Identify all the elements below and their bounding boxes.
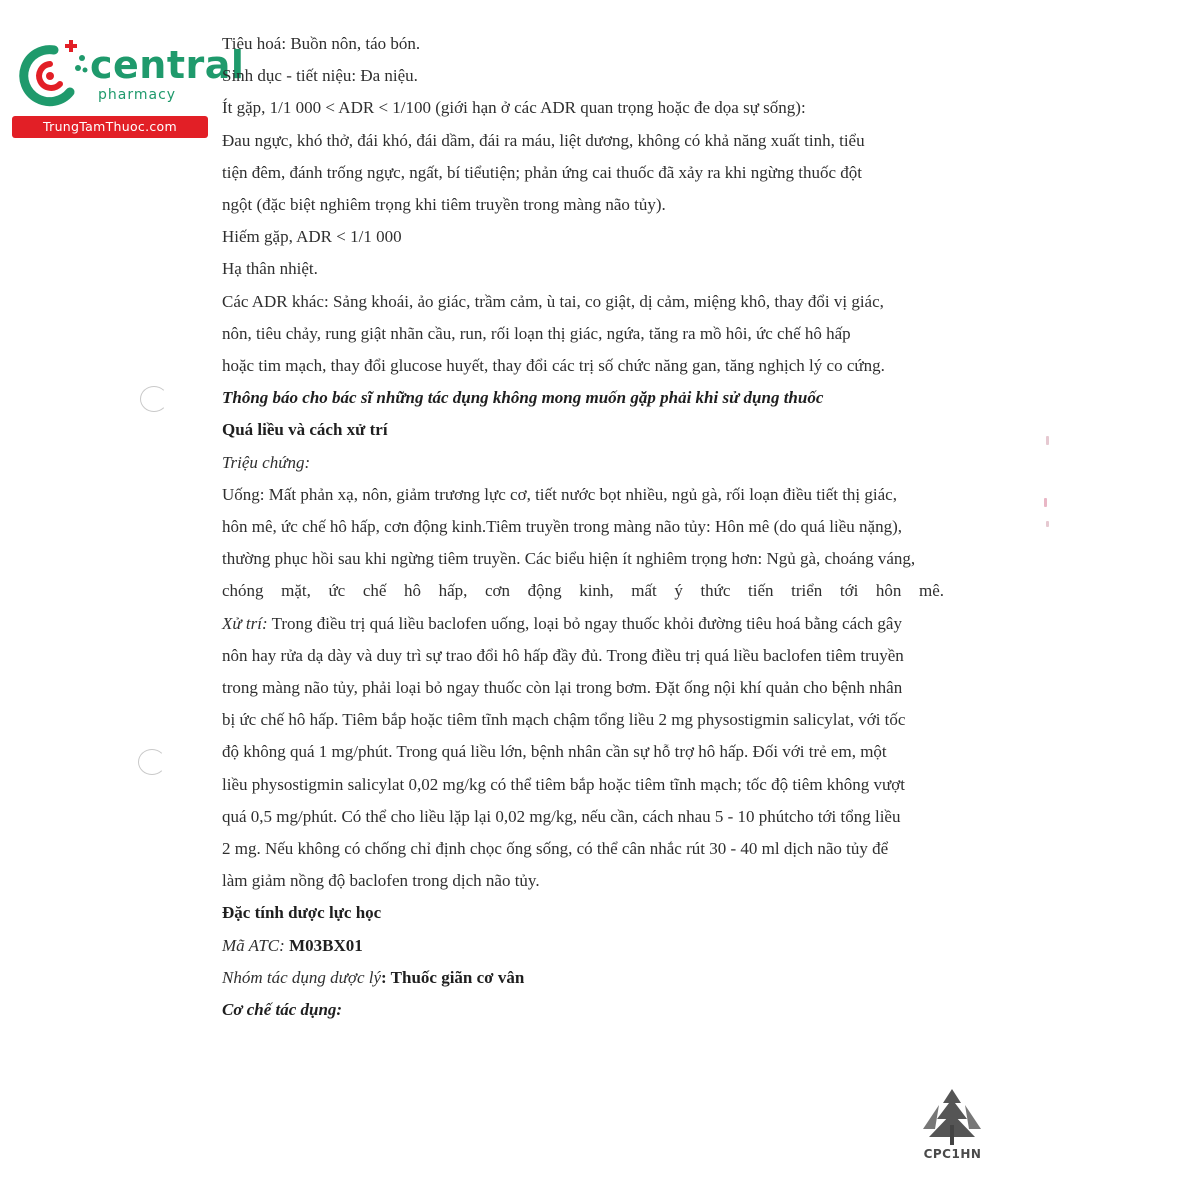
cpc1hn-logo [915,1085,990,1165]
text-line: Hiếm gặp, ADR < 1/1 000 [222,227,402,247]
text-line: Các ADR khác: Sảng khoái, ảo giác, trầm cảm, ù tai, co giật, dị cảm, miệng khô, thay đổi vị giác, [222,291,884,311]
text-line: Ít gặp, 1/1 000 < ADR < 1/100 (giới hạn ở các ADR quan trọng hoặc đe dọa sự sống): [222,98,806,118]
text-line-treatment [222,608,962,640]
subheading-symptoms: Triệu chứng: [222,452,311,472]
drug-group-label: Nhóm tác dụng dược lý [222,967,382,987]
brand-name: central [90,43,245,87]
text-line: chóng mặt, ức chế hô hấp, cơn động kinh, mất ý thức tiến triển tới hôn mê. [222,581,944,601]
cpc1hn-text: CPC1HN [923,1147,982,1161]
drug-group-value: : Thuốc giãn cơ vân [381,967,525,987]
text-line: liều physostigmin salicylat 0,02 mg/kg có thể tiêm bắp hoặc tiêm tĩnh mạch; tốc độ tiêm không vượt [222,774,905,794]
text-line: 2 mg. Nếu không có chống chỉ định chọc ống sống, có thể cân nhắc rút 30 - 40 ml dịch não tủy để [222,839,889,859]
text-line: trong màng não tủy, phải loại bỏ ngay thuốc còn lại trong bơm. Đặt ống nội khí quản cho bệnh nhân [222,678,903,698]
atc-label: Mã ATC: [222,935,290,955]
text-line: bị ức chế hô hấp. Tiêm bắp hoặc tiêm tĩnh mạch chậm tổng liều 2 mg physostigmin salicylat, với tốc [222,710,906,730]
page-speck [1044,498,1047,507]
punch-hole-mark [140,386,168,412]
punch-hole-mark [138,749,166,775]
drug-group-line [222,962,962,994]
text-line: thường phục hồi sau khi ngừng tiêm truyền. Các biểu hiện ít nghiêm trọng hơn: Ngủ gà, choáng váng, [222,549,916,569]
section-heading-pharmacodynamics: Đặc tính dược lực học [222,903,382,923]
text-line: quá 0,5 mg/phút. Có thể cho liều lặp lại 0,02 mg/kg, nếu cần, cách nhau 5 - 10 phútcho tới tổng liều [222,806,901,826]
atc-code: M03BX01 [289,935,363,955]
brand-subtitle: pharmacy [98,87,177,103]
text-line: Tiêu hoá: Buồn nôn, táo bón. [222,34,421,53]
cpc1hn-emblem-icon [915,1085,990,1147]
brand-logo[interactable] [10,38,245,138]
text-line: làm giảm nồng độ baclofen trong dịch não tủy. [222,871,540,891]
section-heading-overdose: Quá liều và cách xử trí [222,420,388,440]
text-line: hôn mê, ức chế hô hấp, cơn động kinh.Tiêm truyền trong màng não tủy: Hôn mê (do quá liều nặng), [222,517,902,537]
text-line: độ không quá 1 mg/phút. Trong quá liều lớn, bệnh nhân cần sự hỗ trợ hô hấp. Đối với trẻ em, một [222,742,887,762]
warning-notice: Thông báo cho bác sĩ những tác dụng không mong muốn gặp phải khi sử dụng thuốc [222,388,824,408]
text-line: Sinh dục - tiết niệu: Đa niệu. [222,66,418,86]
text-line: hoặc tim mạch, thay đổi glucose huyết, thay đổi các trị số chức năng gan, tăng nghịch lý co cứng. [222,356,885,376]
text-line: Đau ngực, khó thở, đái khó, đái dầm, đái ra máu, liệt dương, không có khả năng xuất tinh, tiểu [222,130,865,150]
brand-banner-link[interactable]: TrungTamThuoc.com [12,116,208,138]
central-pharmacy-logo-icon [10,38,92,112]
text-line: Hạ thân nhiệt. [222,259,318,279]
text-line: Uống: Mất phản xạ, nôn, giảm trương lực cơ, tiết nước bọt nhiều, ngủ gà, rối loạn điều tiết thị giác, [222,484,897,504]
text-line: nôn, tiêu chảy, rung giật nhãn cầu, run, rối loạn thị giác, ngứa, tăng ra mồ hôi, ức chế hô hấp [222,323,851,343]
text-line: nôn hay rửa dạ dày và duy trì sự trao đổi hô hấp đầy đủ. Trong điều trị quá liều baclofen tiêm truyền [222,645,904,665]
document-body [222,28,962,1026]
page-speck [1046,436,1049,445]
text-line: ngột (đặc biệt nghiêm trọng khi tiêm truyền trong màng não tủy). [222,195,666,215]
subheading-mechanism: Cơ chế tác dụng: [222,1000,343,1020]
treatment-text: Trong điều trị quá liều baclofen uống, loại bỏ ngay thuốc khỏi đường tiêu hoá bằng cách gây [267,613,902,633]
atc-code-line [222,930,962,962]
page-speck [1046,521,1049,527]
subheading-treatment: Xử trí: [222,613,268,633]
text-line: tiện đêm, đánh trống ngực, ngất, bí tiểutiện; phản ứng cai thuốc đã xảy ra khi ngừng thuốc đột [222,162,862,182]
